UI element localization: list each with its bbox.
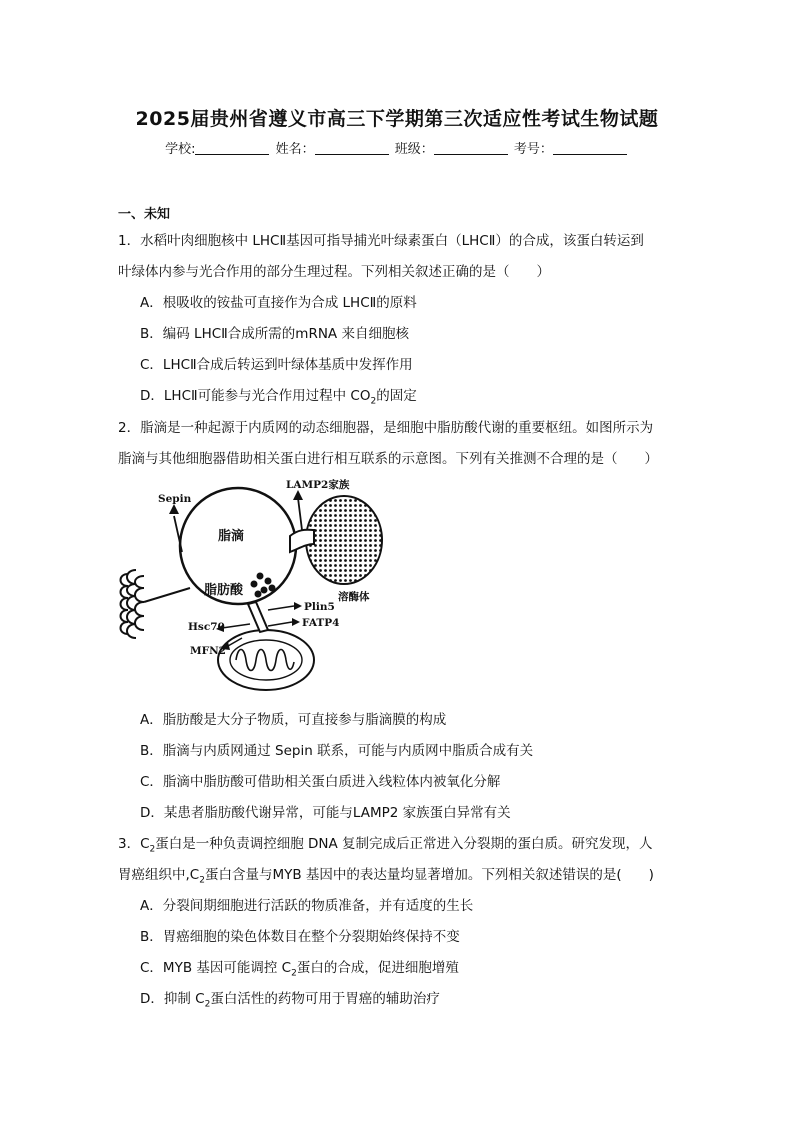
q1-option-d-text: D．LHCⅡ可能参与光合作用过程中 CO (140, 388, 371, 404)
q3-option-c[interactable] (140, 956, 459, 979)
q1-stem-line2: 叶绿体内参与光合作用的部分生理过程。下列相关叙述正确的是（ ） (118, 264, 550, 280)
organelle-diagram (118, 478, 408, 696)
school-label: 学校: (165, 142, 196, 157)
fatp4-arrow (268, 622, 292, 626)
label-fatp4: FATP4 (302, 617, 340, 629)
q3-option-a[interactable]: A．分裂间期细胞进行活跃的物质准备，并有适度的生长 (140, 898, 474, 914)
q2-option-d[interactable]: D．某患者脂肪酸代谢异常，可能与LAMP2 家族蛋白异常有关 (140, 805, 511, 821)
q3-stem-line1-text: 3．C (118, 836, 150, 852)
q3-stem-line2-sub: 2 (199, 875, 205, 886)
school-blank[interactable] (195, 141, 269, 155)
q3-option-c-text: C．MYB 基因可能调控 C (140, 960, 292, 976)
q3-stem-line1-tail: 蛋白是一种负责调控细胞 DNA 复制完成后正常进入分裂期的蛋白质。研究发现，人 (155, 836, 653, 852)
label-fatty-acid: 脂肪酸 (204, 583, 244, 598)
lamp2-arrowhead (293, 490, 303, 500)
q2-option-b[interactable]: B．脂滴与内质网通过 Sepin 联系，可能与内质网中脂质合成有关 (140, 743, 534, 759)
q3-option-d-text: D．抑制 C (140, 991, 205, 1007)
lamp2-arrow (298, 498, 302, 530)
id-label: 考号： (513, 142, 553, 157)
q3-option-d[interactable] (140, 987, 440, 1010)
q2-option-c[interactable]: C．脂滴中脂肪酸可借助相关蛋白质进入线粒体内被氧化分解 (140, 774, 501, 790)
label-lamp2: LAMP2家族 (286, 479, 350, 491)
q1-option-c[interactable]: C．LHCⅡ合成后转运到叶绿体基质中发挥作用 (140, 357, 413, 373)
q3-option-b[interactable]: B．胃癌细胞的染色体数目在整个分裂期始终保持不变 (140, 929, 460, 945)
plin5-arrowhead (294, 602, 302, 610)
q2-option-a[interactable]: A．脂肪酸是大分子物质，可直接参与脂滴膜的构成 (140, 712, 447, 728)
label-lysosome: 溶酶体 (338, 591, 370, 603)
exam-title: 2025届贵州省遵义市高三下学期第三次适应性考试生物试题 (135, 108, 659, 130)
label-hsc70: Hsc70 (188, 621, 225, 633)
q1-option-b[interactable]: B．编码 LHCⅡ合成所需的mRNA 来自细胞核 (140, 326, 409, 342)
q1-option-d-sub: 2 (370, 396, 377, 407)
student-info-row (0, 138, 794, 157)
lysosome (306, 496, 382, 584)
q2-stem-line2: 脂滴与其他细胞器借助相关蛋白进行相互联系的示意图。下列有关推测不合理的是（ ） (118, 451, 658, 467)
q1-option-a[interactable]: A．根吸收的铵盐可直接作为合成 LHCⅡ的原料 (140, 295, 417, 311)
q3-option-d-tail: 蛋白活性的药物可用于胃癌的辅助治疗 (210, 991, 440, 1007)
q3-stem-line2-text: 胃癌组织中,C (118, 867, 200, 883)
q3-stem-line2 (118, 863, 654, 886)
label-mfn2: MFN2 (190, 645, 226, 657)
q1-stem-line1: 1．水稻叶肉细胞核中 LHCⅡ基因可指导捕光叶绿素蛋白（LHCⅡ）的合成，该蛋白转运到 (118, 233, 644, 249)
section-title: 一、未知 (118, 207, 171, 222)
er-membrane-right (135, 576, 144, 630)
er-connector (144, 588, 190, 602)
name-label: 姓名： (275, 142, 315, 157)
hsc70-arrow (222, 624, 250, 628)
class-label: 班级： (394, 142, 434, 157)
label-plin5: Plin5 (304, 601, 335, 613)
q1-option-d-tail: 的固定 (376, 388, 417, 404)
sepin-arrowhead (169, 504, 179, 514)
id-blank[interactable] (553, 141, 627, 155)
mitochondrion-cristae (236, 650, 294, 671)
plin5-arrow (268, 606, 294, 610)
q2-stem-line1: 2．脂滴是一种起源于内质网的动态细胞器，是细胞中脂肪酸代谢的重要枢纽。如图所示为 (118, 420, 654, 436)
q3-option-c-sub: 2 (291, 968, 297, 979)
q3-stem-line1 (118, 832, 653, 855)
fatp4-arrowhead (292, 618, 300, 626)
label-lipid-droplet: 脂滴 (218, 529, 245, 544)
name-blank[interactable] (315, 141, 389, 155)
q3-stem-line1-sub: 2 (149, 844, 156, 855)
class-blank[interactable] (434, 141, 508, 155)
q3-stem-line2-tail: 蛋白含量与MYB 基因中的表达量均显著增加。下列相关叙述错误的是( ) (204, 867, 654, 883)
fatp4-channel (248, 602, 268, 632)
q3-option-d-sub: 2 (204, 999, 211, 1010)
q3-option-c-tail: 蛋白的合成，促进细胞增殖 (296, 960, 459, 976)
q1-option-d[interactable] (140, 384, 417, 407)
label-sepin: Sepin (158, 493, 192, 505)
